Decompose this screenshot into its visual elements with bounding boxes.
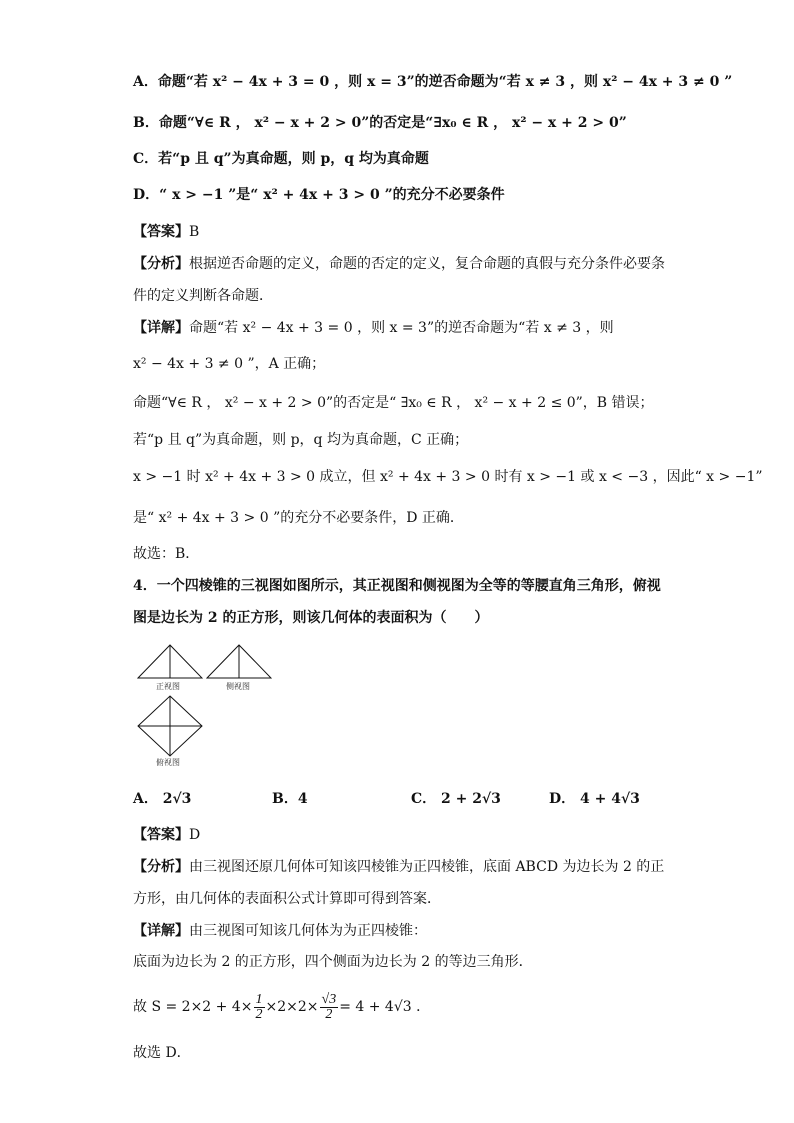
detail-line-5: x > −1 时 x² + 4x + 3 > 0 成立，但 x² + 4x + 3 > 0 时有 x > −1 或 x < −3 ，因此“ x > −1” [133, 469, 763, 485]
choose-line-4: 故选 D． [133, 1045, 191, 1061]
detail-text: 由三视图可知该几何体为为正四棱锥： [189, 923, 427, 939]
formula-line [133, 989, 430, 1025]
detail-text: 命题“若 x² − 4x + 3 = 0 ，则 x = 3”的逆否命题为“若 x ≠ 3 ，则 [189, 320, 614, 336]
choice-c: C． 2 + 2√3 [411, 791, 501, 807]
front-view-diagram [137, 642, 203, 682]
detail-tag: 【详解】 [133, 923, 189, 939]
top-view-diagram [136, 694, 204, 758]
analysis-tag: 【分析】 [133, 859, 189, 875]
detail-line-1 [133, 318, 614, 338]
side-view-diagram [206, 642, 272, 682]
detail-tag: 【详解】 [133, 320, 189, 336]
detail-line-4-1 [133, 921, 427, 941]
analysis-line-2: 件的定义判断各命题． [133, 288, 273, 304]
answer-line-4 [133, 825, 200, 845]
detail-line-6: 是“ x² + 4x + 3 > 0 ”的充分不必要条件，D 正确． [133, 510, 464, 526]
option-c: C．若“p 且 q”为真命题，则 p，q 均为真命题 [133, 151, 429, 167]
detail-line-3: 命题“∀∈ R ， x² − x + 2 > 0”的否定是“ ∃x₀ ∈ R ， x² − x + 2 ≤ 0”，B 错误； [133, 395, 654, 411]
problem-4-stem-2: 图是边长为 2 的正方形，则该几何体的表面积为（ ） [133, 610, 489, 626]
detail-line-4: 若“p 且 q”为真命题，则 p，q 均为真命题，C 正确； [133, 432, 469, 448]
answer-tag: 【答案】 [133, 224, 189, 240]
answer-line-3 [133, 222, 199, 242]
fraction-numerator: 1 [255, 991, 263, 1007]
analysis-line-4-1 [133, 857, 664, 877]
formula-post: = 4 + 4√3 ． [339, 999, 431, 1015]
front-view-label: 正视图 [156, 682, 180, 691]
answer-tag: 【答案】 [133, 827, 189, 843]
choice-b: B．4 [272, 791, 308, 807]
analysis-tag: 【分析】 [133, 256, 189, 272]
side-view-label: 侧视图 [226, 682, 250, 691]
choice-a: A． 2√3 [133, 791, 192, 807]
analysis-text: 由三视图还原几何体可知该四棱锥为正四棱锥，底面 ABCD 为边长为 2 的正 [189, 859, 665, 875]
choice-d: D． 4 + 4√3 [549, 791, 640, 807]
formula-pre: 故 S = 2×2 + 4× [133, 999, 253, 1015]
detail-line-4-2: 底面为边长为 2 的正方形，四个侧面为边长为 2 的等边三角形． [133, 954, 533, 970]
detail-line-2: x² − 4x + 3 ≠ 0 ”，A 正确； [133, 356, 326, 372]
top-view-label: 俯视图 [156, 758, 180, 767]
answer-value: D [189, 827, 201, 843]
option-b: B．命题“∀∈ R ， x² − x + 2 > 0”的否定是“∃x₀ ∈ R ， x² − x + 2 > 0” [133, 115, 627, 131]
option-d: D．“ x > −1 ”是“ x² + 4x + 3 > 0 ”的充分不必要条件 [133, 187, 505, 203]
option-a: A．命题“若 x² − 4x + 3 = 0 ，则 x = 3”的逆否命题为“若 x ≠ 3 ，则 x² − 4x + 3 ≠ 0 ” [133, 74, 733, 90]
problem-4-stem-1: 4．一个四棱锥的三视图如图所示，其正视图和侧视图为全等的等腰直角三角形，俯视 [133, 578, 661, 594]
analysis-line-1 [133, 254, 665, 274]
analysis-text: 根据逆否命题的定义，命题的否定的定义，复合命题的真假与充分条件必要条 [189, 256, 665, 272]
analysis-line-4-2: 方形，由几何体的表面积公式计算即可得到答案． [133, 891, 441, 907]
fraction-one-half [254, 993, 265, 1022]
fraction-denominator: 2 [255, 1006, 263, 1022]
fraction-root3-half [320, 993, 339, 1022]
fraction-denominator: 2 [325, 1006, 333, 1022]
answer-value: B [189, 224, 200, 240]
formula-mid: ×2×2× [265, 999, 319, 1015]
choose-line-3: 故选：B． [133, 546, 200, 562]
fraction-numerator: √3 [321, 991, 337, 1007]
